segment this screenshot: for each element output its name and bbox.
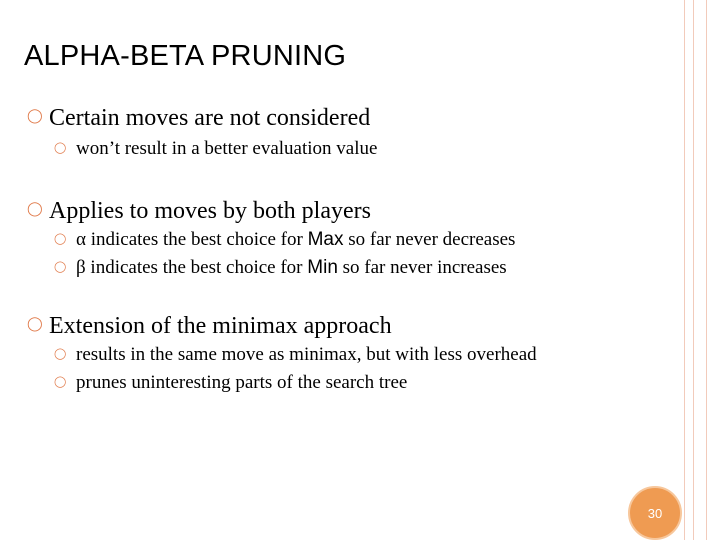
- alpha-symbol: α: [76, 229, 86, 250]
- sub-bullet-text: won’t result in a better evaluation value: [76, 138, 378, 159]
- sub-bullet-icon: ◯: [54, 376, 67, 389]
- bullet-item: [27, 105, 370, 132]
- min-term: Min: [307, 257, 338, 278]
- sub-bullet-text: results in the same move as minimax, but with less overhead: [76, 344, 537, 365]
- bullet-icon: ◯: [27, 108, 43, 124]
- bullet-icon: ◯: [27, 316, 43, 332]
- bullet-item: [27, 313, 392, 340]
- beta-symbol: β: [76, 257, 86, 278]
- max-term: Max: [307, 229, 344, 250]
- bullet-text: Certain moves are not considered: [49, 105, 371, 131]
- border-line: [706, 0, 707, 540]
- bullet-text: Extension of the minimax approach: [49, 313, 392, 339]
- bullet-text: Applies to moves by both players: [49, 198, 371, 224]
- sub-bullet-item: [54, 229, 515, 251]
- sub-bullet-item: [54, 344, 537, 366]
- sub-bullet-item: [54, 138, 377, 160]
- sub-bullet-icon: ◯: [54, 142, 67, 155]
- sub-bullet-icon: ◯: [54, 348, 67, 361]
- sub-bullet-item: [54, 372, 407, 394]
- page-number-badge: [628, 486, 682, 540]
- border-line: [693, 0, 694, 540]
- page-number: 30: [647, 505, 663, 521]
- sub-bullet-text: so far never increases: [337, 257, 507, 278]
- sub-bullet-text: indicates the best choice for: [85, 229, 308, 250]
- sub-bullet-text: prunes uninteresting parts of the search tree: [76, 372, 408, 393]
- sub-bullet-text: so far never decreases: [343, 229, 516, 250]
- sub-bullet-icon: ◯: [54, 261, 67, 274]
- bullet-item: [27, 198, 371, 225]
- sub-bullet-item: [54, 257, 507, 279]
- sub-bullet-icon: ◯: [54, 233, 67, 246]
- sub-bullet-text: indicates the best choice for: [85, 257, 308, 278]
- border-line: [684, 0, 685, 540]
- slide-title: ALPHA-BETA PRUNING: [24, 40, 347, 72]
- bullet-icon: ◯: [27, 201, 43, 217]
